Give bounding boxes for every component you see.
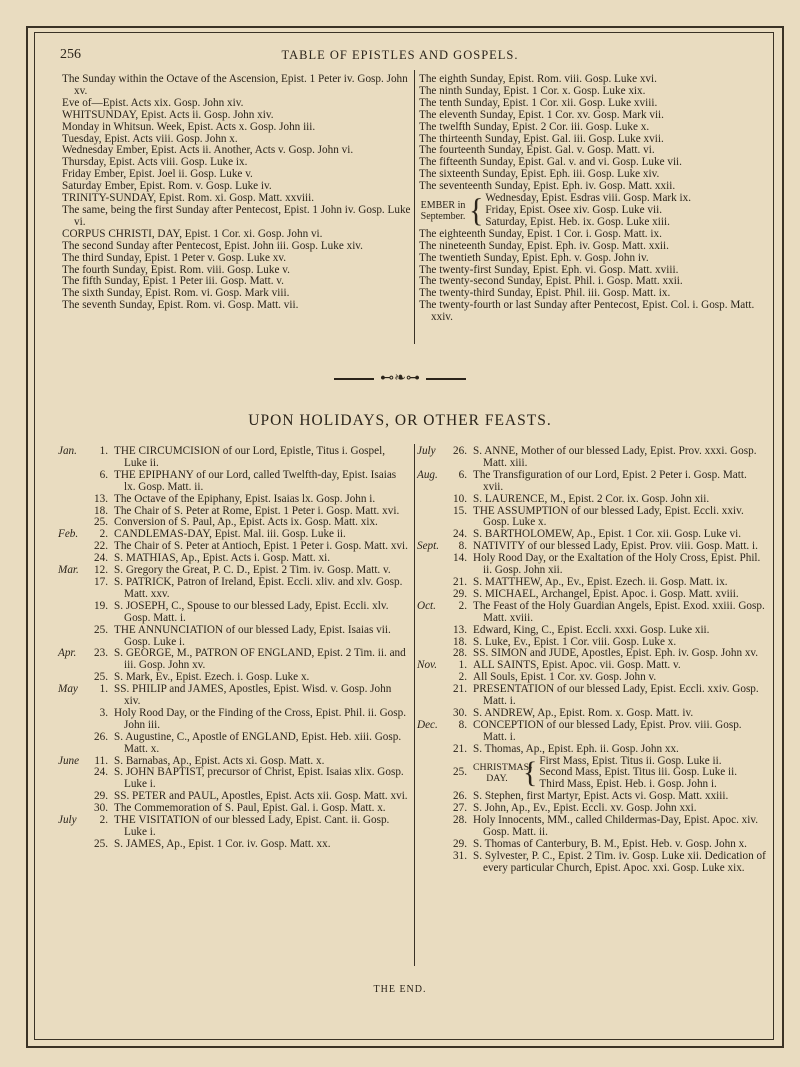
feast-day: 3. [99, 706, 108, 719]
christmas-label: CHRISTMAS-DAY. [473, 762, 533, 785]
feast-entry [417, 625, 767, 637]
end-mark: THE END. [373, 984, 427, 995]
feast-entry [58, 494, 410, 506]
feast-entry [58, 839, 410, 851]
feast-entry [58, 732, 410, 756]
entry-line: The twenty-first Sunday, Epist. Eph. vi. Gosp. Matt. xviii. [419, 263, 679, 276]
feast-text: THE VISITATION of our blessed Lady, Epist. Cant. ii. Gosp. Luke i. [114, 814, 390, 838]
entry-line: The fourteenth Sunday, Epist. Gal. v. Gosp. Matt. vi. [419, 144, 655, 157]
christmas-day-number: 25. [453, 766, 467, 779]
entry-line: The same, being the first Sunday after Pentecost, Epist. 1 John iv. Gosp. Luke vi. [62, 203, 411, 228]
feast-text: S. PATRICK, Patron of Ireland, Epist. Eccli. xliv. and xlv. Gosp. Matt. xxv. [114, 575, 403, 600]
feast-entry [417, 851, 767, 875]
entry-line: The twenty-fourth or last Sunday after Pentecost, Epist. Col. i. Gosp. Matt. xxiv. [419, 299, 755, 324]
entry-line: The second Sunday after Pentecost, Epist. John iii. Gosp. Luke xiv. [62, 239, 363, 252]
running-head: TABLE OF EPISTLES AND GOSPELS. [281, 48, 519, 62]
feast-day: 31. [453, 849, 467, 862]
feast-day: 2. [99, 814, 108, 827]
feast-month: Mar. [58, 564, 79, 577]
feast-day: 6. [458, 468, 467, 481]
christmas-mass-line: Second Mass, Epist. Titus iii. Gosp. Luke ii. [539, 766, 738, 779]
feast-text: S. LAURENCE, M., Epist. 2 Cor. ix. Gosp. John xii. [473, 492, 710, 505]
feast-text: S. Stephen, first Martyr, Epist. Acts vi. Gosp. Matt. xxiii. [473, 790, 729, 803]
feast-day: 2. [458, 599, 467, 612]
feast-text: S. ANDREW, Ap., Epist. Rom. x. Gosp. Matt. iv. [473, 706, 694, 719]
entry-line: WHITSUNDAY, Epist. Acts ii. Gosp. John xiv. [62, 108, 274, 121]
entry-line: Friday Ember, Epist. Joel ii. Gosp. Luke v. [62, 168, 253, 181]
entry-line: The Sunday within the Octave of the Ascension, Epist. 1 Peter iv. Gosp. John xv. [62, 73, 408, 97]
feast-text: The Octave of the Epiphany, Epist. Isaias lx. Gosp. John i. [114, 492, 376, 505]
feast-day: 25. [94, 671, 108, 684]
feast-text: Edward, King, C., Epist. Eccli. xxxi. Gosp. Luke xii. [473, 623, 710, 636]
entry-line: The seventh Sunday, Epist. Rom. vi. Gosp. Matt. vii. [62, 299, 299, 312]
feast-day: 11. [94, 754, 108, 767]
feast-day: 29. [453, 837, 467, 850]
feast-entry [417, 446, 767, 470]
feast-entry [58, 625, 410, 649]
feast-text: S. JAMES, Ap., Epist. 1 Cor. iv. Gosp. Matt. xx. [114, 837, 331, 850]
ember-label: EMBER in September. [420, 199, 466, 222]
feast-text: The Commemoration of S. Paul, Epist. Gal. i. Gosp. Matt. x. [114, 802, 386, 815]
feast-entry [58, 648, 410, 672]
feast-text: SS. PETER and PAUL, Apostles, Epist. Acts xii. Gosp. Matt. xvi. [114, 790, 408, 803]
feast-text: S. Sylvester, P. C., Epist. 2 Tim. iv. Gosp. Luke xii. Dedication of every particular Church, Epist. Apoc. xxi. Gosp. Luke xix. [473, 849, 766, 874]
feast-day: 2. [458, 671, 467, 684]
feast-entry [417, 589, 767, 601]
entry-line: The eighth Sunday, Epist. Rom. viii. Gosp. Luke xvi. [419, 73, 657, 85]
entry-line: The fifteenth Sunday, Epist. Gal. v. and vi. Gosp. Luke vii. [419, 156, 682, 169]
feast-day: 21. [453, 742, 467, 755]
feast-entry [417, 553, 767, 577]
entry-line: The sixth Sunday, Epist. Rom. vi. Gosp. Mark viii. [62, 287, 290, 300]
feast-text: SS. SIMON and JUDE, Apostles, Epist. Eph. iv. Gosp. John xv. [473, 647, 759, 660]
feast-day: 21. [453, 575, 467, 588]
feast-day: 1. [99, 445, 108, 457]
feast-month: June [58, 754, 80, 767]
brace-icon: { [469, 192, 484, 229]
feast-day: 29. [94, 790, 108, 803]
feast-text: S. John, Ap., Ev., Epist. Eccli. xv. Gosp. John xxi. [473, 802, 697, 815]
feast-entry [417, 720, 767, 744]
entry-line: The nineteenth Sunday, Epist. Eph. iv. Gosp. Matt. xxii. [419, 239, 669, 252]
feast-text: The Transfiguration of our Lord, Epist. 2 Peter i. Gosp. Matt. xvii. [473, 468, 747, 493]
feast-entry [417, 744, 767, 756]
entry-line: The ninth Sunday, Epist. 1 Cor. x. Gosp. Luke xix. [419, 84, 646, 97]
feast-text: THE EPIPHANY of our Lord, called Twelfth-day, Epist. Isaias lx. Gosp. Matt. ii. [114, 468, 397, 493]
christmas-masses [539, 756, 737, 792]
ember-line: Saturday, Epist. Heb. ix. Gosp. Luke xiii. [485, 215, 670, 228]
feast-day: 28. [453, 814, 467, 827]
ember-line: Friday, Epist. Osee xiv. Gosp. Luke vii. [485, 203, 663, 216]
feast-month: July [417, 445, 436, 457]
feast-text: SS. PHILIP and JAMES, Apostles, Epist. Wisd. v. Gosp. John xiv. [114, 683, 392, 708]
column-divider-top [414, 70, 415, 344]
feast-entry [58, 767, 410, 791]
entry-line: Saturday Ember, Epist. Rom. v. Gosp. Luke iv. [62, 180, 272, 193]
feast-day: 26. [94, 730, 108, 743]
feast-day: 13. [94, 492, 108, 505]
feast-text: All Souls, Epist. 1 Cor. xv. Gosp. John v. [473, 671, 657, 684]
feast-text: THE CIRCUMCISION of our Lord, Epistle, Titus i. Gospel, Luke ii. [114, 445, 385, 469]
entry-line: The eighteenth Sunday, Epist. 1 Cor. i. Gosp. Matt. ix. [419, 227, 662, 240]
entry-line: Wednesday Ember, Epist. Acts ii. Another, Acts v. Gosp. John vi. [62, 144, 354, 157]
feast-day: 24. [94, 552, 108, 565]
entry-line: The twenty-third Sunday, Epist. Phil. iii. Gosp. Matt. ix. [419, 287, 671, 300]
feast-text: S. MATHIAS, Ap., Epist. Acts i. Gosp. Matt. xi. [114, 552, 330, 565]
entry-line: The twelfth Sunday, Epist. 2 Cor. iii. Gosp. Luke x. [419, 120, 650, 133]
feast-month: Feb. [58, 528, 79, 541]
feast-entry [417, 470, 767, 494]
entry-line: The seventeenth Sunday, Epist. Eph. iv. Gosp. Matt. xxii. [419, 180, 676, 193]
entry-line: CORPUS CHRISTI, DAY, Epist. 1 Cor. xi. Gosp. John vi. [62, 227, 323, 240]
feast-text: S. MICHAEL, Archangel, Epist. Apoc. i. Gosp. Matt. xviii. [473, 587, 739, 600]
feast-day: 1. [458, 659, 467, 672]
feast-day: 26. [453, 445, 467, 457]
feast-day: 25. [94, 837, 108, 850]
feast-text: S. Augustine, C., Apostle of ENGLAND, Epist. Heb. xiii. Gosp. Matt. x. [114, 730, 402, 755]
feasts-list-after-christmas [417, 791, 767, 874]
ember-september-block [419, 193, 765, 229]
sundays-list-after-ember [419, 229, 765, 324]
feast-month: Oct. [417, 599, 436, 612]
ember-line: Wednesday, Epist. Esdras viii. Gosp. Mark ix. [485, 192, 692, 205]
feast-text: S. ANNE, Mother of our blessed Lady, Epist. Prov. xxxi. Gosp. Matt. xiii. [473, 445, 757, 469]
feast-day: 8. [458, 540, 467, 553]
feast-day: 12. [94, 564, 108, 577]
column-divider-bottom [414, 444, 415, 966]
feast-day: 18. [94, 504, 108, 517]
feast-month: Apr. [58, 647, 77, 660]
feast-day: 21. [453, 683, 467, 696]
feast-day: 18. [453, 635, 467, 648]
feast-text: S. JOSEPH, C., Spouse to our blessed Lady, Epist. Eccli. xlv. Gosp. Matt. i. [114, 599, 389, 624]
feast-entry [417, 506, 767, 530]
feast-text: PRESENTATION of our blessed Lady, Epist. Eccli. xxiv. Gosp. Matt. i. [473, 683, 759, 708]
christmas-mass-line: First Mass, Epist. Titus ii. Gosp. Luke ii. [539, 754, 722, 767]
feast-month: Aug. [417, 468, 438, 481]
feast-month: Sept. [417, 540, 440, 553]
section-title: UPON HOLIDAYS, OR OTHER FEASTS. [248, 412, 552, 429]
entry-line: The fourth Sunday, Epist. Rom. viii. Gosp. Luke v. [62, 263, 290, 276]
feast-entry [58, 446, 410, 470]
entry-line: Thursday, Epist. Acts viii. Gosp. Luke ix. [62, 156, 248, 169]
entry-line: The twenty-second Sunday, Epist. Phil. i. Gosp. Matt. xxii. [419, 275, 683, 288]
feast-text: THE ASSUMPTION of our blessed Lady, Epist. Eccli. xxiv. Gosp. Luke x. [473, 504, 744, 529]
feast-text: S. Thomas, Ap., Epist. Eph. ii. Gosp. John xx. [473, 742, 679, 755]
feast-day: 6. [99, 468, 108, 481]
entry-line: The thirteenth Sunday, Epist. Gal. iii. Gosp. Luke xvii. [419, 132, 664, 145]
feast-text: The Chair of S. Peter at Rome, Epist. 1 Peter i. Gosp. Matt. xvi. [114, 504, 400, 517]
feast-day: 13. [453, 623, 467, 636]
feast-day: 25. [94, 623, 108, 636]
feast-text: Holy Innocents, MM., called Childermas-Day, Epist. Apoc. xiv. Gosp. Matt. ii. [473, 814, 759, 838]
top-right-column [419, 74, 765, 324]
feast-day: 29. [453, 587, 467, 600]
feast-day: 10. [453, 492, 467, 505]
top-left-column [62, 74, 412, 312]
page-number: 256 [60, 47, 81, 62]
feast-text: Holy Rood Day, or the Exaltation of the Holy Cross, Epist. Phil. ii. Gosp. John xii. [473, 552, 761, 577]
entry-line: Monday in Whitsun. Week, Epist. Acts x. Gosp. John iii. [62, 120, 316, 133]
feast-entry [58, 708, 410, 732]
feast-day: 15. [453, 504, 467, 517]
feast-month: July [58, 814, 77, 827]
feast-text: S. Barnabas, Ap., Epist. Acts xi. Gosp. Matt. x. [114, 754, 325, 767]
feast-entry [58, 470, 410, 494]
entry-line: The fifth Sunday, Epist. 1 Peter iii. Gosp. Matt. v. [62, 275, 284, 288]
feast-month: May [58, 683, 78, 696]
feasts-list-before-christmas [417, 446, 767, 756]
feast-day: 30. [453, 706, 467, 719]
feast-day: 14. [453, 552, 467, 565]
feast-day: 27. [453, 802, 467, 815]
feast-text: Conversion of S. Paul, Ap., Epist. Acts ix. Gosp. Matt. xix. [114, 516, 378, 529]
entry-line: Eve of—Epist. Acts xix. Gosp. John xiv. [62, 96, 244, 109]
entry-line: The third Sunday, Epist. 1 Peter v. Gosp. Luke xv. [62, 251, 287, 264]
feast-day: 24. [94, 766, 108, 779]
entry-line: The sixteenth Sunday, Epist. Eph. iii. Gosp. Luke xiv. [419, 168, 660, 181]
feast-day: 17. [94, 575, 108, 588]
feast-text: THE ANNUNCIATION of our blessed Lady, Epist. Isaias vii. Gosp. Luke i. [114, 623, 391, 648]
feast-text: ALL SAINTS, Epist. Apoc. vii. Gosp. Matt. v. [473, 659, 681, 672]
ornamental-divider: ⊷❧⊶ [0, 370, 800, 387]
entry-line: The tenth Sunday, Epist. 1 Cor. xii. Gosp. Luke xviii. [419, 96, 658, 109]
feast-text: S. GEORGE, M., PATRON OF ENGLAND, Epist. 2 Tim. ii. and iii. Gosp. John xv. [114, 647, 406, 672]
entry-line: The twentieth Sunday, Epist. Eph. v. Gosp. John iv. [419, 251, 649, 264]
feast-text: S. Gregory the Great, P. C. D., Epist. 2 Tim. iv. Gosp. Matt. v. [114, 564, 391, 577]
sundays-list-before-ember [419, 74, 765, 193]
feast-entry [58, 815, 410, 839]
feast-day: 30. [94, 802, 108, 815]
feast-entry [58, 684, 410, 708]
christmas-block [417, 756, 767, 792]
feast-entry [58, 577, 410, 601]
brace-icon: { [523, 756, 538, 790]
feast-month: Nov. [417, 659, 437, 672]
feast-entry [417, 684, 767, 708]
feast-day: 24. [453, 528, 467, 541]
feast-text: S. Mark, Ev., Epist. Ezech. i. Gosp. Luke x. [114, 671, 310, 684]
feast-text: S. JOHN BAPTIST, precursor of Christ, Epist. Isaias xlix. Gosp. Luke i. [114, 766, 404, 791]
feast-entry [417, 815, 767, 839]
feast-entry [58, 601, 410, 625]
feast-text: CANDLEMAS-DAY, Epist. Mal. iii. Gosp. Luke ii. [114, 528, 346, 541]
feast-text: S. MATTHEW, Ap., Ev., Epist. Ezech. ii. Gosp. Matt. ix. [473, 575, 728, 588]
entry-line: Tuesday, Epist. Acts viii. Gosp. John x. [62, 132, 238, 145]
entry-line: TRINITY-SUNDAY, Epist. Rom. xi. Gosp. Matt. xxviii. [62, 192, 315, 205]
feast-day: 26. [453, 790, 467, 803]
feast-text: NATIVITY of our blessed Lady, Epist. Prov. viii. Gosp. Matt. i. [473, 540, 758, 553]
feast-entry [417, 494, 767, 506]
feast-day: 28. [453, 647, 467, 660]
feast-text: S. BARTHOLOMEW, Ap., Epist. 1 Cor. xii. Gosp. Luke vi. [473, 528, 742, 541]
feasts-left-column [58, 446, 410, 851]
feast-text: S. Thomas of Canterbury, B. M., Epist. Heb. v. Gosp. John x. [473, 837, 747, 850]
feast-entry [417, 601, 767, 625]
entry-line: The eleventh Sunday, Epist. 1 Cor. xv. Gosp. Mark vii. [419, 108, 664, 121]
feast-text: The Chair of S. Peter at Antioch, Epist. 1 Peter i. Gosp. Matt. xvi. [114, 540, 408, 553]
feast-day: 23. [94, 647, 108, 660]
feast-day: 2. [99, 528, 108, 541]
feast-text: The Feast of the Holy Guardian Angels, Epist. Exod. xxiii. Gosp. Matt. xviii. [473, 599, 765, 624]
feast-day: 1. [99, 683, 108, 696]
ember-lines [485, 193, 691, 229]
feast-text: CONCEPTION of our blessed Lady, Epist. Prov. viii. Gosp. Matt. i. [473, 718, 742, 743]
feast-text: S. Luke, Ev., Epist. 1 Cor. viii. Gosp. Luke x. [473, 635, 677, 648]
feasts-right-column [417, 446, 767, 875]
feast-month: Dec. [417, 718, 438, 731]
feast-day: 22. [94, 540, 108, 553]
feast-month: Jan. [58, 445, 77, 457]
christmas-mass-line: Third Mass, Epist. Heb. i. Gosp. John i. [539, 778, 717, 791]
feast-day: 8. [458, 718, 467, 731]
feast-day: 19. [94, 599, 108, 612]
feast-text: Holy Rood Day, or the Finding of the Cross, Epist. Phil. ii. Gosp. John iii. [114, 706, 407, 731]
feast-day: 25. [94, 516, 108, 529]
